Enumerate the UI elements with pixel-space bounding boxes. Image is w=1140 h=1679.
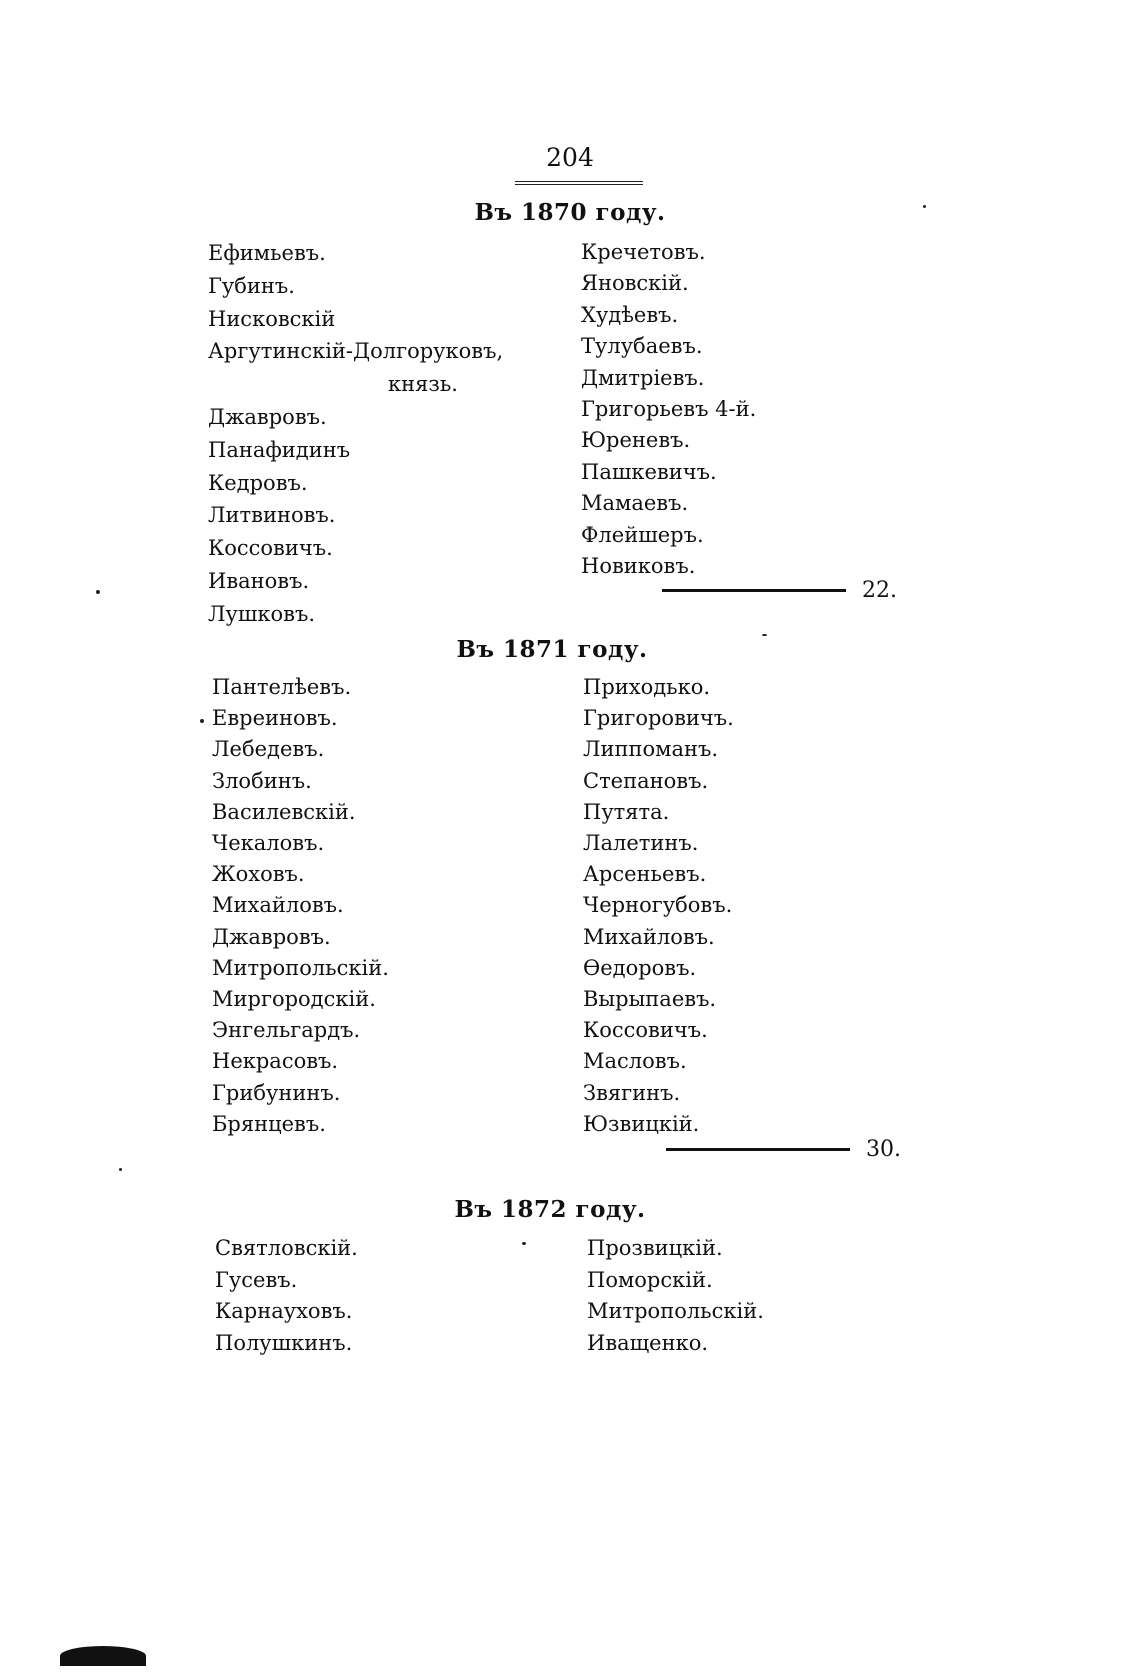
name-entry: Звягинъ.: [583, 1080, 681, 1105]
name-entry: Пашкевичъ.: [581, 459, 717, 484]
name-entry: Карнауховъ.: [215, 1299, 353, 1324]
page-number-rule: [515, 181, 643, 185]
scan-speck: [200, 719, 204, 723]
name-entry: Панафидинъ: [208, 437, 351, 462]
name-entry: Грибунинъ.: [212, 1080, 341, 1105]
names-right-1870: [581, 237, 756, 582]
name-entry: Тулубаевъ.: [581, 334, 703, 359]
name-entry: Флейшеръ.: [581, 522, 704, 547]
names-left-1870: [208, 237, 503, 631]
name-entry: Масловъ.: [583, 1049, 687, 1074]
name-entry: Поморскій.: [587, 1267, 713, 1292]
name-entry: Кедровъ.: [208, 470, 308, 495]
name-entry: Митропольскій.: [212, 955, 389, 980]
scan-speck: [923, 205, 926, 208]
name-entry: Джавровъ.: [212, 924, 331, 949]
scan-speck: [96, 590, 100, 594]
name-entry: Григоровичъ.: [583, 706, 734, 731]
name-entry: Чекаловъ.: [212, 831, 325, 856]
name-entry: Аргутинскій-Долгоруковъ,: [208, 339, 504, 364]
name-entry: Юзвицкій.: [583, 1111, 700, 1136]
section-heading-1871: Въ 1871 году.: [456, 636, 648, 663]
names-left-1872: [215, 1233, 358, 1359]
scan-speck: [522, 1242, 526, 1245]
name-entry: Ефимьевъ.: [208, 241, 326, 265]
name-entry: Яновскій.: [581, 271, 689, 296]
name-entry: Кречетовъ.: [581, 240, 706, 264]
name-entry: Жоховъ.: [212, 862, 305, 887]
total-rule: [666, 1148, 850, 1151]
name-entry: Михайловъ.: [583, 924, 715, 949]
name-entry: Путята.: [583, 799, 670, 824]
name-entry: Худѣевъ.: [581, 302, 679, 327]
name-entry: Дмитріевъ.: [581, 365, 705, 390]
name-entry: Злобинъ.: [212, 768, 312, 793]
name-entry: Мамаевъ.: [581, 491, 689, 516]
name-entry: Коссовичъ.: [583, 1018, 708, 1043]
name-entry: Михайловъ.: [212, 893, 344, 918]
name-entry: Лушковъ.: [208, 601, 316, 626]
name-entry: Миргородскій.: [212, 987, 376, 1012]
name-entry: Лебедевъ.: [212, 737, 325, 762]
name-entry: Полушкинъ.: [215, 1330, 353, 1355]
name-entry: Коссовичъ.: [208, 536, 333, 561]
name-entry: Лалетинъ.: [583, 831, 699, 856]
name-entry: Юреневъ.: [581, 428, 691, 453]
name-entry: Григорьевъ 4-й.: [581, 397, 757, 422]
name-entry: Энгельгардъ.: [212, 1018, 361, 1043]
section-heading-1872: Въ 1872 году.: [454, 1196, 646, 1223]
name-entry: князь.: [388, 372, 458, 397]
name-entry: Приходько.: [583, 675, 711, 699]
name-entry: Новиковъ.: [581, 554, 696, 579]
name-entry: Митропольскій.: [587, 1299, 764, 1324]
name-entry: Пантелѣевъ.: [212, 675, 352, 699]
name-entry: Черногубовъ.: [583, 893, 733, 918]
name-entry: Святловскій.: [215, 1236, 358, 1260]
name-entry: Арсеньевъ.: [583, 862, 707, 887]
section-heading-1870: Въ 1870 году.: [474, 199, 666, 226]
name-entry: Вырыпаевъ.: [583, 987, 717, 1012]
names-right-1872: [587, 1233, 764, 1359]
total-1871: [666, 1137, 901, 1162]
scan-speck: [119, 1168, 122, 1171]
name-entry: Джавровъ.: [208, 404, 327, 429]
total-rule: [662, 589, 846, 592]
name-entry: Нисковскій: [208, 306, 336, 331]
total-count: 30.: [866, 1137, 901, 1162]
ink-blot: [60, 1646, 146, 1666]
name-entry: Василевскій.: [212, 799, 356, 824]
name-entry: Гусевъ.: [215, 1267, 298, 1292]
names-right-1871: [583, 672, 734, 1140]
name-entry: Прозвицкій.: [587, 1236, 723, 1260]
name-entry: Некрасовъ.: [212, 1049, 339, 1074]
name-entry: Брянцевъ.: [212, 1111, 326, 1136]
total-1870: [662, 578, 897, 603]
scan-speck: [762, 634, 767, 636]
name-entry: Литвиновъ.: [208, 503, 336, 528]
name-entry: Липпоманъ.: [583, 737, 719, 762]
name-entry: Иващенко.: [587, 1330, 709, 1355]
names-left-1871: [212, 672, 389, 1140]
name-entry: Евреиновъ.: [212, 706, 338, 731]
name-entry: Губинъ.: [208, 273, 295, 298]
page-number: 204: [546, 143, 594, 172]
name-entry: Степановъ.: [583, 768, 709, 793]
name-entry: Ивановъ.: [208, 568, 310, 593]
total-count: 22.: [862, 578, 897, 603]
name-entry: Ѳедоровъ.: [583, 955, 697, 980]
